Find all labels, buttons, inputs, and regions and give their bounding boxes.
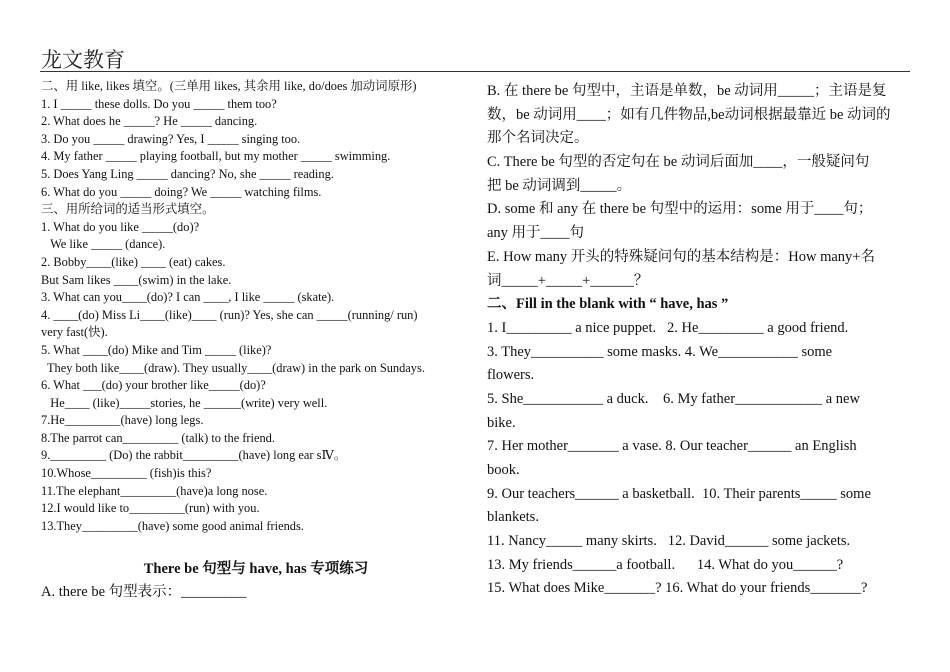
exercise-line: very fast(快).	[41, 325, 108, 340]
exercise-line: 数，be 动词用____；如有几件物品,be动词根据最靠近 be 动词的	[487, 106, 891, 123]
exercise-line: 5. She___________ a duck. 6. My father____________ a new	[487, 390, 860, 407]
exercise-line: 2. What does he _____? He _____ dancing.	[41, 114, 258, 129]
left-column	[41, 78, 471, 605]
exercise-line: D. some 和 any 在 there be 句型中的运用：some 用于____句；	[487, 201, 873, 218]
exercise-line: 9. Our teachers______ a basketball. 10. Their parents_____ some	[487, 485, 871, 502]
right-column	[487, 80, 912, 601]
exercise-line: 1. I _____ these dolls. Do you _____ them too?	[41, 96, 277, 111]
exercise-line: E. How many 开头的特殊疑问句的基本结构是：How many+名	[487, 248, 875, 265]
exercise-line: 2. Bobby____(like) ____ (eat) cakes.	[41, 254, 226, 269]
exercise-line: 把 be 动词调到_____。	[487, 177, 632, 194]
section-title-there-be: There be 句型与 have, has 专项练习	[143, 561, 369, 578]
exercise-line: 词_____+_____+______？	[487, 272, 649, 289]
exercise-line: 6. What ___(do) your brother like_____(do)?	[41, 378, 266, 393]
exercise-line: A. there be 句型表示：_________	[41, 584, 247, 601]
exercise-line: bike.	[487, 414, 516, 431]
exercise-line: blankets.	[487, 509, 539, 526]
exercise-line: 3. What can you____(do)? I can ____, I like _____ (skate).	[41, 290, 335, 305]
section-heading-have-has: 二、Fill in the blank with “ have, has ”	[487, 296, 729, 313]
exercise-line: 4. ____(do) Miss Li____(like)____ (run)? Yes, she can _____(running/ run)	[41, 307, 418, 322]
exercise-line: 15. What does Mike_______? 16. What do your friends_______?	[487, 580, 868, 597]
exercise-line: 1. What do you like _____(do)?	[41, 219, 200, 234]
exercise-line: 6. What do you _____ doing? We _____ watching films.	[41, 184, 322, 199]
exercise-line: 3. They__________ some masks. 4. We___________ some	[487, 343, 833, 360]
exercise-line: 11. Nancy_____ many skirts. 12. David______ some jackets.	[487, 533, 851, 550]
exercise-line: He____ (like)_____stories, he ______(write) very well.	[41, 395, 328, 410]
exercise-line: B. 在 there be 句型中，主语是单数，be 动词用_____；主语是复	[487, 83, 887, 99]
exercise-line: 1. I_________ a nice puppet. 2. He_________ a good friend.	[487, 319, 849, 336]
exercise-line: 11.The elephant_________(have)a long nose.	[41, 483, 268, 498]
exercise-line: 那个名词决定。	[487, 130, 589, 147]
exercise-line: 7.He_________(have) long legs.	[41, 413, 204, 428]
exercise-line: We like _____ (dance).	[41, 237, 166, 252]
exercise-line: 4. My father _____ playing football, but my mother _____ swimming.	[41, 149, 391, 164]
header-divider	[40, 71, 910, 72]
exercise-line: 7. Her mother_______ a vase. 8. Our teacher______ an English	[487, 438, 857, 455]
exercise-line: C. There be 句型的否定句在 be 动词后面加____，一般疑问句	[487, 154, 870, 171]
exercise-line: They both like____(draw). They usually____(draw) in the park on Sundays.	[41, 360, 425, 375]
exercise-line: 5. What ____(do) Mike and Tim _____ (like)?	[41, 342, 272, 357]
exercise-line: 13.They_________(have) some good animal friends.	[41, 518, 304, 533]
exercise-line: 5. Does Yang Ling _____ dancing? No, she _____ reading.	[41, 166, 334, 181]
exercise-line: book.	[487, 462, 520, 478]
exercise-line: 13. My friends______a football. 14. What do you______?	[487, 556, 844, 573]
exercise-line: 9._________ (Do) the rabbit_________(have) long ear sⅣ。	[41, 448, 347, 463]
page-title: 龙文教育	[41, 48, 125, 72]
exercise-line: any 用于____句	[487, 225, 585, 242]
exercise-line: 10.Whose_________ (fish)is this?	[41, 466, 212, 481]
exercise-line: But Sam likes ____(swim) in the lake.	[41, 272, 232, 287]
spacer	[41, 535, 471, 559]
exercise-line: flowers.	[487, 367, 535, 384]
section-heading-like-likes: 二、用 like, likes 填空。(三单用 likes, 其余用 like, do/does 加动词原形)	[41, 79, 417, 93]
exercise-line: 8.The parrot can_________ (talk) to the friend.	[41, 430, 275, 445]
exercise-line: 12.I would like to_________(run) with you.	[41, 501, 260, 516]
section-heading-word-forms: 三、用所给词的适当形式填空。	[41, 202, 215, 217]
exercise-line: 3. Do you _____ drawing? Yes, I _____ singing too.	[41, 131, 301, 146]
